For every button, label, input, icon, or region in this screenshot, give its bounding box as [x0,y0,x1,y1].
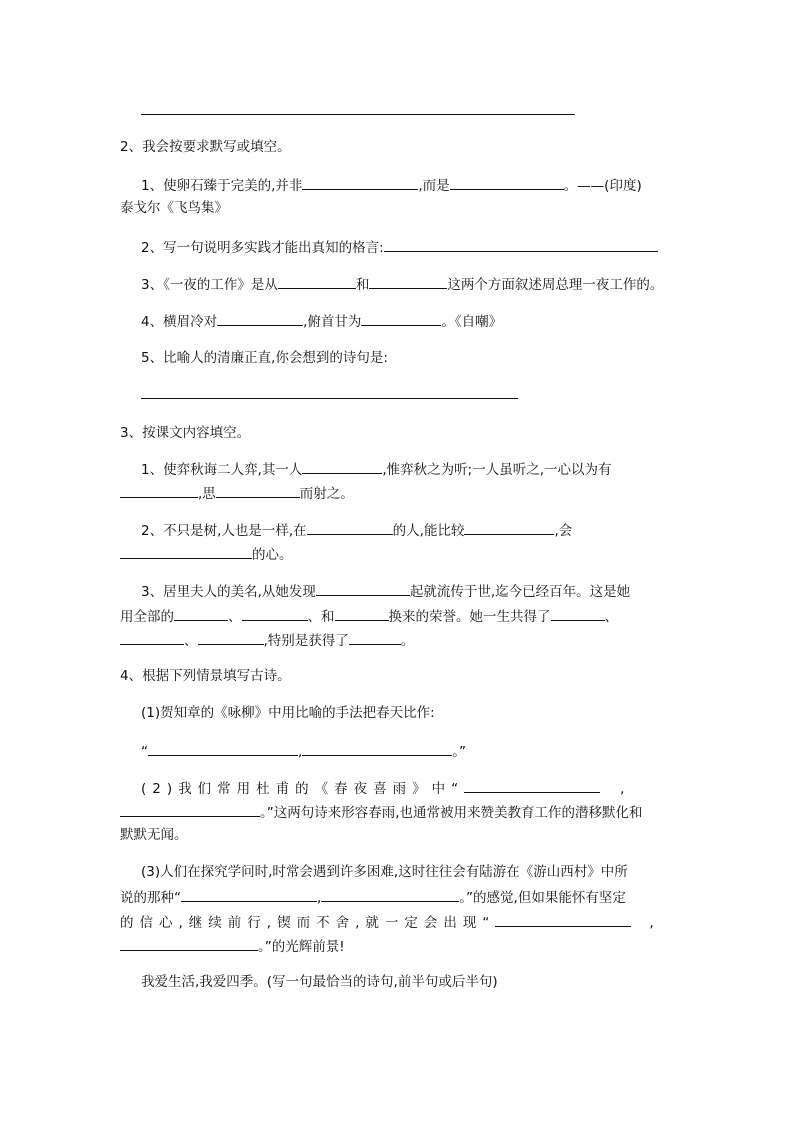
q3-item3-blank1[interactable] [316,581,410,596]
closing-prompt: 我爱生活,我爱四季。(写一句最恰当的诗句,前半句或后半句) [141,974,498,990]
q2-item4-blank2[interactable] [361,311,441,326]
q4-item3-line1: (3)人们在探究学问时,时常会遇到许多困难,这时往往会有陆游在《游山西村》中所 [141,864,628,880]
q3-item3-blank3[interactable] [242,606,308,621]
q2-item1-line2: 泰戈尔《飞鸟集》 [120,200,228,216]
q3-item3-line2: 用全部的 、 、和 换来的荣誉。她一生共得了 、 [120,606,618,626]
q2-item2: 2、写一句说明多实践才能出真知的格言: [141,237,658,257]
q4-heading: 4、根据下列情景填写古诗。 [120,668,291,684]
q4-item2-blank2[interactable] [120,802,260,817]
q3-item1-blank2[interactable] [120,483,198,498]
q3-item3-blank7[interactable] [198,630,264,645]
q3-item1-line2: ,思 而射之。 [120,483,354,503]
q3-item2-blank2[interactable] [464,520,554,535]
q4-item3-line2: 说的那种“ , 。”的感觉,但如果能怀有坚定 [120,887,626,907]
q3-item3-blank4[interactable] [335,606,389,621]
q4-item1-answer: “ , 。” [141,741,466,761]
q4-item1: (1)贺知章的《咏柳》中用比喻的手法把春天比作: [141,705,435,721]
q3-item3-blank6[interactable] [120,630,184,645]
q3-item2-line2: 的心。 [120,544,293,564]
q3-item2-line1: 2、不只是树,人也是一样,在 的人,能比较 ,会 [141,520,572,540]
q2-heading: 2、我会按要求默写或填空。 [120,139,291,155]
q3-item3-blank5[interactable] [551,606,605,621]
q4-item3-blank2[interactable] [321,887,459,902]
q4-item3-blank4[interactable] [120,936,258,951]
q4-item1-blank2[interactable] [302,741,452,756]
q2-item4: 4、横眉冷对 ,俯首甘为 。《自嘲》 [141,311,502,331]
q3-item3-line1: 3、居里夫人的美名,从她发现 起就流传于世,迄今已经百年。这是她 [141,581,630,601]
q2-item5-answer-line[interactable] [141,398,518,399]
q3-item2-blank1[interactable] [307,520,393,535]
q4-item2-line2: 。”这两句诗来形容春雨,也通常被用来赞美教育工作的潜移默化和 [120,802,643,822]
q3-item3-blank8[interactable] [349,630,401,645]
q3-item1-line1: 1、使弈秋诲二人弈,其一人 ,惟弈秋之为听;一人虽听之,一心以为有 [141,459,612,479]
q4-item3-line3: 的信心,继续前行,锲而不舍,就一定会出现“ , [120,912,654,932]
q4-item3-blank3[interactable] [495,912,631,927]
q4-item2-line3: 默默无闻。 [120,827,188,843]
q2-item1-blank1[interactable] [302,175,418,190]
q3-heading: 3、按课文内容填空。 [120,425,251,441]
q3-item2-blank3[interactable] [120,544,252,559]
q2-item2-blank[interactable] [384,237,658,252]
q2-item3-blank1[interactable] [278,274,356,289]
q3-item3-line3: 、 ,特别是获得了 。 [120,630,414,650]
q4-item3-line4: 。”的光辉前景! [120,936,345,956]
q4-item3-blank1[interactable] [181,887,317,902]
q3-item1-blank1[interactable] [302,459,382,474]
q2-item4-blank1[interactable] [217,311,303,326]
q2-item1-line1: 1、使卵石臻于完美的,并非 ,而是 。——(印度) [141,175,642,195]
q4-item1-blank1[interactable] [148,741,298,756]
q2-item1-blank2[interactable] [450,175,564,190]
q3-item1-blank3[interactable] [216,483,300,498]
q2-item5: 5、比喻人的清廉正直,你会想到的诗句是: [141,350,388,366]
q2-item3-blank2[interactable] [369,274,447,289]
q4-item2-blank1[interactable] [464,778,600,793]
q2-item3: 3、《一夜的工作》是从 和 这两个方面叙述周总理一夜工作的。 [141,274,663,294]
q4-item2-line1: (2)我们常用杜甫的《春夜喜雨》中“ , [141,778,624,798]
answer-line-top[interactable] [141,114,575,115]
q3-item3-blank2[interactable] [174,606,228,621]
